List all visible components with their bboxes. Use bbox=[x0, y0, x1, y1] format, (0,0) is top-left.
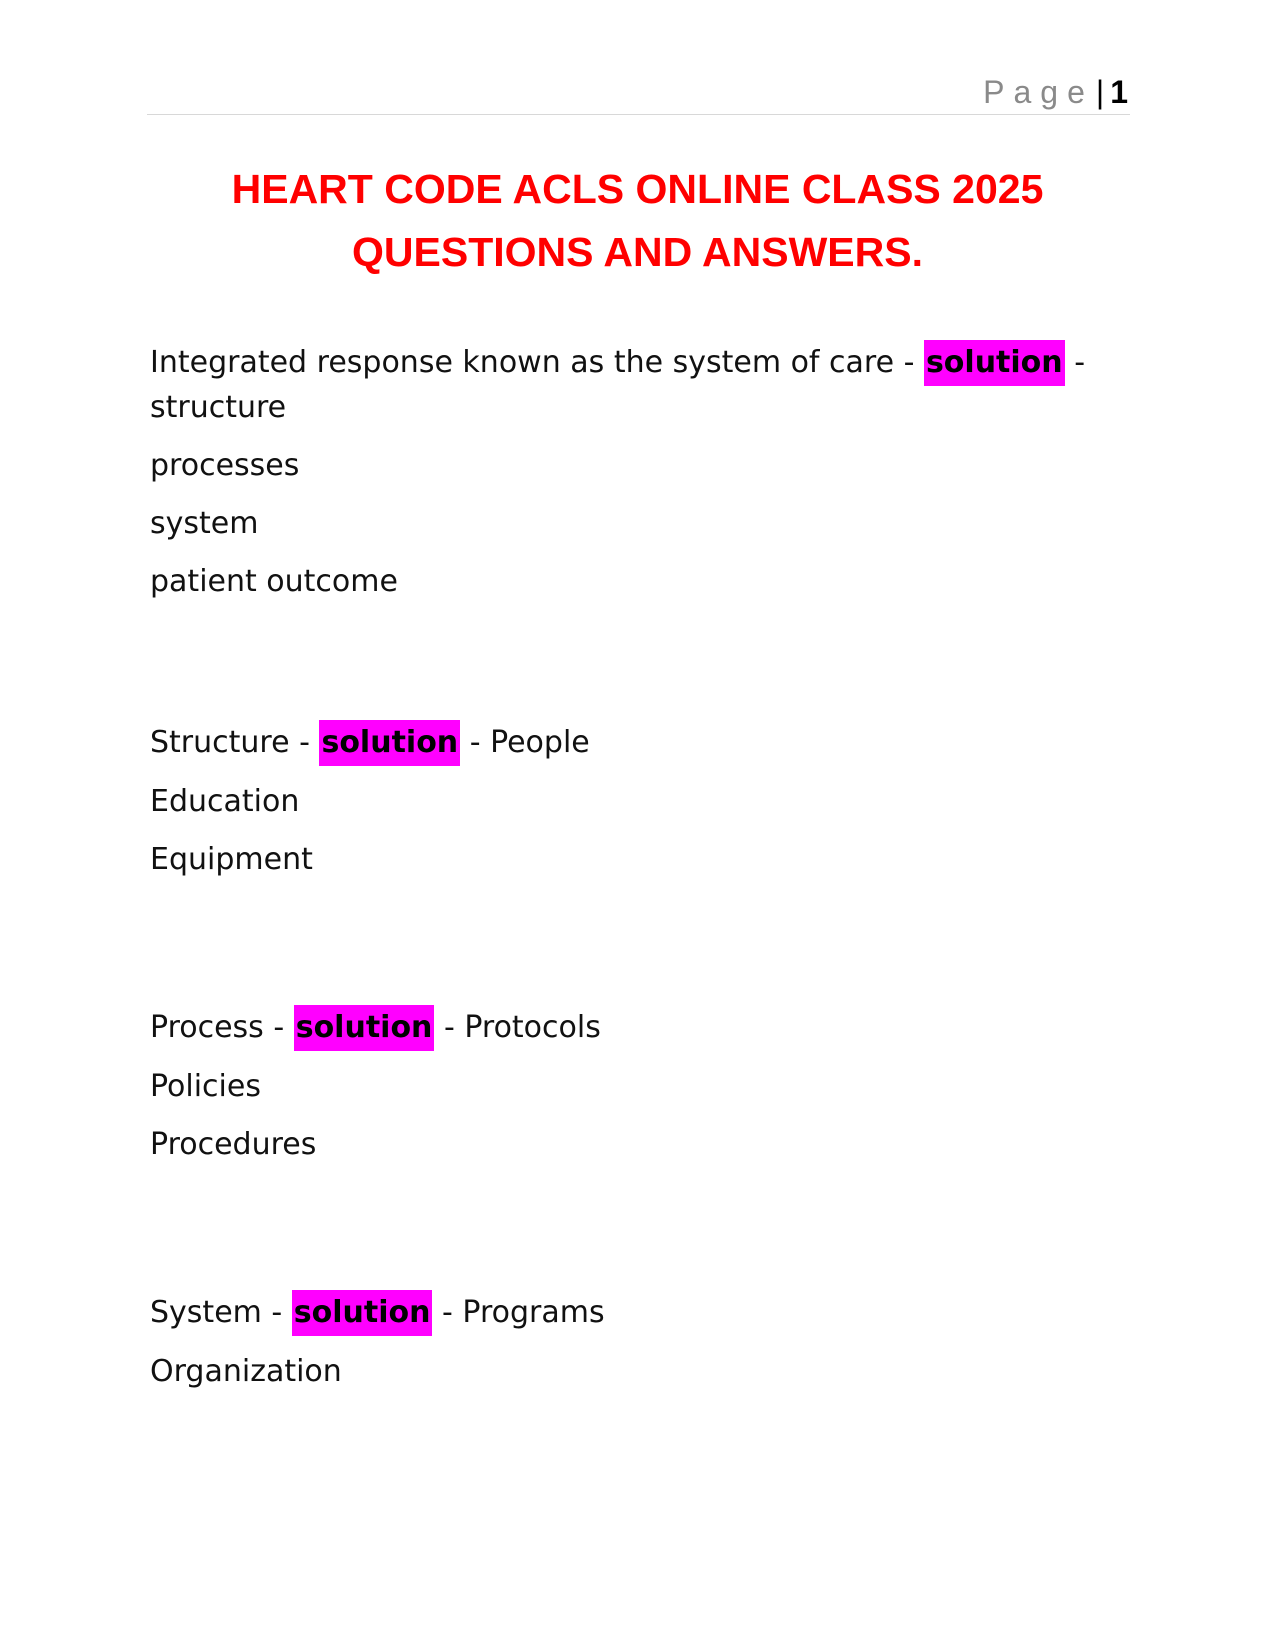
qa-item-process bbox=[150, 1005, 1090, 1167]
qa-after: - People bbox=[469, 725, 590, 760]
qa-question-line bbox=[150, 1290, 1090, 1336]
qa-term: Structure - bbox=[150, 725, 310, 760]
solution-highlight: solution bbox=[924, 340, 1065, 386]
page-word: Page bbox=[983, 74, 1094, 110]
page-number: 1 bbox=[1110, 74, 1128, 110]
solution-highlight: solution bbox=[294, 1005, 435, 1051]
page-header bbox=[147, 70, 1130, 115]
qa-term: Integrated response known as the system of care - bbox=[150, 345, 915, 380]
qa-answer-line: Policies bbox=[150, 1069, 261, 1104]
solution-highlight: solution bbox=[292, 1290, 433, 1336]
qa-question-line bbox=[150, 340, 1090, 386]
qa-after: - Protocols bbox=[443, 1010, 601, 1045]
qa-after: - bbox=[1074, 345, 1086, 380]
qa-term: Process - bbox=[150, 1010, 285, 1045]
qa-after: - Programs bbox=[442, 1295, 605, 1330]
title-line-1: HEART CODE ACLS ONLINE CLASS 2025 bbox=[231, 166, 1044, 212]
page-number-label bbox=[983, 74, 1128, 110]
qa-item-structure bbox=[150, 720, 1090, 882]
qa-answer-line: Organization bbox=[150, 1354, 342, 1389]
qa-answer-line: system bbox=[150, 506, 259, 541]
qa-question-line bbox=[150, 1005, 1090, 1051]
qa-answer-line: processes bbox=[150, 448, 300, 483]
document-title bbox=[140, 158, 1135, 284]
qa-item-system-of-care bbox=[150, 340, 1090, 604]
qa-answer-line: Procedures bbox=[150, 1127, 317, 1162]
qa-answer-line: patient outcome bbox=[150, 564, 398, 599]
qa-question-line bbox=[150, 720, 1090, 766]
title-line-2: QUESTIONS AND ANSWERS. bbox=[352, 229, 923, 275]
qa-answer-line: Education bbox=[150, 784, 300, 819]
page-separator: | bbox=[1095, 74, 1105, 110]
qa-term: System - bbox=[150, 1295, 283, 1330]
qa-item-system bbox=[150, 1290, 1090, 1394]
qa-answer-line: structure bbox=[150, 390, 287, 425]
solution-highlight: solution bbox=[319, 720, 460, 766]
qa-answer-line: Equipment bbox=[150, 842, 313, 877]
